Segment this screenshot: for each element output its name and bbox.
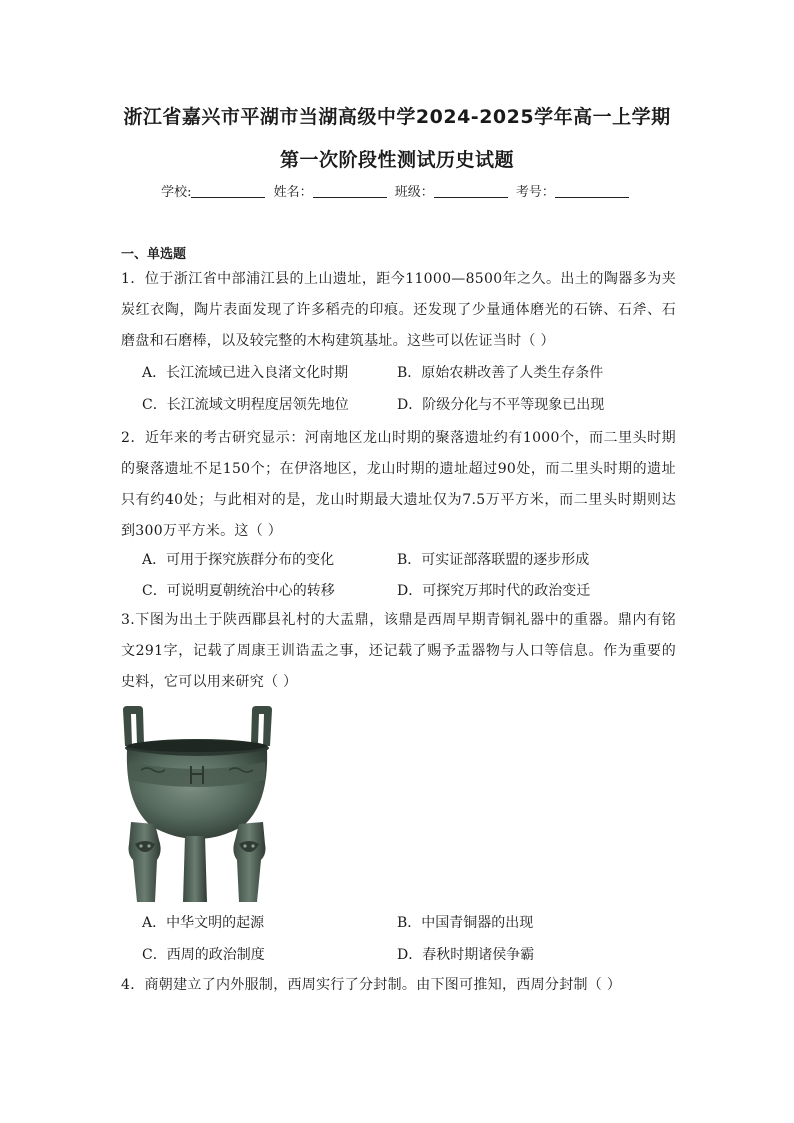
- school-blank[interactable]: [191, 185, 265, 198]
- exam-number-blank[interactable]: [555, 185, 629, 198]
- school-label: 学校:: [161, 185, 192, 200]
- question-3-option-b[interactable]: B．中国青铜器的出现: [397, 915, 534, 931]
- da-yu-ding-image: [121, 704, 273, 904]
- question-4-text: 4．商朝建立了内外服制，西周实行了分封制。由下图可推知，西周分封制（ ）: [121, 977, 622, 993]
- question-1-option-d[interactable]: D．阶级分化与不平等现象已出现: [397, 397, 605, 413]
- class-label: 班级：: [394, 185, 434, 200]
- bronze-ding-illustration: [121, 704, 273, 904]
- name-label: 姓名：: [273, 185, 313, 200]
- section-title: 一、单选题: [121, 247, 187, 262]
- question-1-text: 1．位于浙江省中部浦江县的上山遗址，距今11000—8500年之久。出土的陶器多为夹炭红衣陶，陶片表面发现了许多稻壳的印痕。还发现了少量通体磨光的石锛、石斧、石磨盘和石磨棒，以及较完整的木构建筑基址。这些可以佐证当时（ ）: [121, 271, 676, 349]
- exam-title-line1: 浙江省嘉兴市平湖市当湖高级中学2024-2025学年高一上学期: [123, 106, 671, 128]
- exam-number-label: 考号：: [515, 185, 555, 200]
- question-3-text: 3.下图为出土于陕西郿县礼村的大盂鼎，该鼎是西周早期青铜礼器中的重器。鼎内有铭文291字，记载了周康王训诰盂之事，还记载了赐予盂器物与人口等信息。作为重要的史料，它可以用来研究（ ）: [121, 612, 676, 690]
- question-1-option-c[interactable]: C．长江流域文明程度居领先地位: [142, 397, 349, 413]
- class-blank[interactable]: [434, 185, 508, 198]
- question-1-option-a[interactable]: A．长江流域已进入良渚文化时期: [142, 365, 349, 381]
- question-3-option-a[interactable]: A．中华文明的起源: [142, 915, 265, 931]
- question-2-option-b[interactable]: B．可实证部落联盟的逐步形成: [397, 552, 590, 568]
- question-3-option-c[interactable]: C．西周的政治制度: [142, 947, 265, 963]
- question-2-option-d[interactable]: D．可探究万邦时代的政治变迁: [397, 583, 591, 599]
- exam-title-line2: 第一次阶段性测试历史试题: [279, 149, 514, 171]
- question-2-option-c[interactable]: C．可说明夏朝统治中心的转移: [142, 583, 335, 599]
- question-1-option-b[interactable]: B．原始农耕改善了人类生存条件: [397, 365, 604, 381]
- student-info-line: [0, 181, 794, 200]
- question-2-option-a[interactable]: A．可用于探究族群分布的变化: [142, 552, 335, 568]
- name-blank[interactable]: [313, 185, 387, 198]
- question-3-option-d[interactable]: D．春秋时期诸侯争霸: [397, 947, 535, 963]
- question-2-text: 2．近年来的考古研究显示：河南地区龙山时期的聚落遗址约有1000个，而二里头时期的聚落遗址不足150个；在伊洛地区，龙山时期的遗址超过90处，而二里头时期的遗址只有约40处；与此相对的是，龙山时期最大遗址仅为7.5万平方米，而二里头时期则达到300万平方米。这（ ）: [121, 430, 676, 539]
